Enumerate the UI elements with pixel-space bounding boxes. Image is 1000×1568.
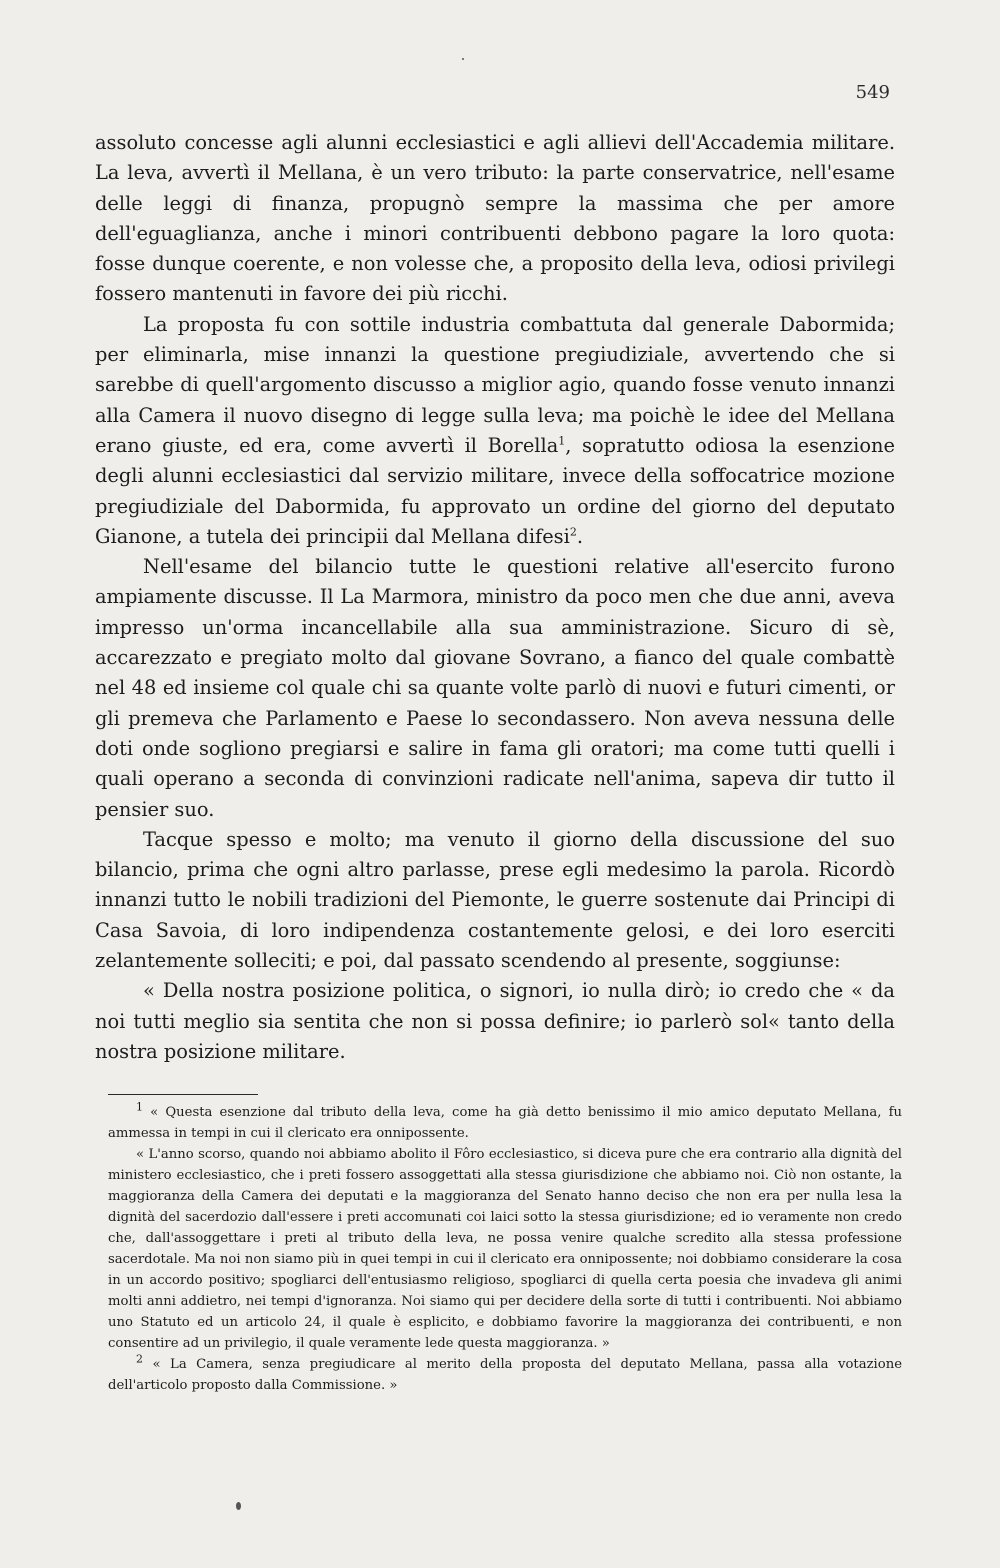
page-number: 549 bbox=[855, 82, 890, 103]
paragraph-3: Nell'esame del bilancio tutte le questioni relative all'esercito furono ampiamente discusse. Il La Marmora, ministro da poco men che due anni, aveva impresso un'orma incancellabile alla sua amministrazione. Sicuro di sè, accarezzato e pregiato molto dal giovane Sovrano, a fianco del quale combattè nel 48 ed insieme col quale chi sa quante volte parlò di nuovi e futuri cimenti, or gli premeva che Parlamento e Paese lo secondassero. Non aveva nessuna delle doti onde sogliono pregiarsi e salire in fama gli oratori; ma come tutti quelli i quali operano a seconda di convinzioni radicate nell'anima, sapeva dir tutto il pensier suo. bbox=[95, 555, 895, 821]
footnote-2-marker: 2 bbox=[136, 1352, 143, 1366]
footnotes bbox=[108, 1102, 902, 1396]
paragraph-1: assoluto concesse agli alunni ecclesiastici e agli allievi dell'Accademia militare. La leva, avvertì il Mellana, è un vero tributo: la parte conservatrice, nell'esame delle leggi di finanza, propugnò sempre la massima che per amore dell'eguaglianza, anche i minori contribuenti debbono pagare la loro quota: fosse dunque coerente, e non volesse che, a proposito della leva, odiosi privilegi fossero mantenuti in favore dei più ricchi. bbox=[95, 131, 895, 306]
footnote-2-text: « La Camera, senza pregiudicare al merito della proposta del deputato Mellana, passa alla votazione dell'articolo proposto dalla Commissione. » bbox=[108, 1357, 902, 1393]
footnote-1-text: « Questa esenzione dal tributo della leva, come ha già detto benissimo il mio amico deputato Mellana, fu ammessa in tempi in cui il clericato era onnipossente. bbox=[108, 1105, 902, 1141]
paragraph-2-part-2: , sopratutto odiosa la esenzione degli alunni ecclesiastici dal servizio militare, invece della soffocatrice mozione pregiudiziale del Dabormida, fu approvato un ordine del giorno del deputato Gianone, a tutela dei principii dal Mellana difesi bbox=[95, 433, 895, 548]
footnote-ref-1: 1 bbox=[558, 434, 566, 448]
footnote-1-marker: 1 bbox=[136, 1100, 143, 1114]
paragraph-2 bbox=[95, 310, 895, 552]
paper-speck bbox=[462, 58, 464, 60]
footnote-1 bbox=[108, 1102, 902, 1144]
footnote-ref-2: 2 bbox=[569, 525, 577, 539]
footnote-1-continuation: « L'anno scorso, quando noi abbiamo abolito il Fôro ecclesiastico, si diceva pure che era contrario alla dignità del ministero ecclesiastico, che i preti fossero assoggettati alla stessa giurisdizione che abbiamo noi. Ciò non ostante, la maggioranza della Camera dei deputati e la maggioranza del Senato hanno deciso che non era per nulla lesa la dignità del sacerdozio dall'essere i preti accomunati coi laici sotto la stessa giurisdizione; ed io veramente non credo che, dall'assoggettare i preti al tributo della leva, ne possa venire qualche scredito alla stessa professione sacerdotale. Ma noi non siamo più in quei tempi in cui il clericato era onnipossente; noi dobbiamo considerare la cosa in un accordo positivo; spogliarci dell'entusiasmo religioso, spogliarci di quella certa poesia che invadeva gli animi molti anni addietro, nei tempi d'ignoranza. Noi siamo qui per decidere della sorte di tutti i contribuenti. Noi abbiamo uno Statuto ed un articolo 24, il quale è esplicito, e dobbiamo favorire la maggioranza dei contribuenti, e non consentire ad un privilegio, il quale veramente lede questa maggioranza. » bbox=[108, 1147, 902, 1351]
paper-speck bbox=[236, 1502, 241, 1510]
footnote-2 bbox=[108, 1354, 902, 1396]
footnote-divider bbox=[108, 1094, 258, 1095]
paragraph-4: Tacque spesso e molto; ma venuto il giorno della discussione del suo bilancio, prima che ogni altro parlasse, prese egli medesimo la parola. Ricordò innanzi tutto le nobili tradizioni del Piemonte, le guerre sostenute dai Principi di Casa Savoia, di loro indipendenza costantemente gelosi, e dei loro eserciti zelantemente solleciti; e poi, dal passato scendendo al presente, soggiunse: bbox=[95, 827, 895, 973]
paragraph-2-part-1: La proposta fu con sottile industria combattuta dal generale Dabormida; per eliminarla, mise innanzi la questione pregiudiziale, avvertendo che si sarebbe di quell'argomento discusso a miglior agio, quando fosse venuto innanzi alla Camera il nuovo disegno di legge sulla leva; ma poichè le idee del Mellana erano giuste, ed era, come avvertì il Borella bbox=[95, 312, 895, 457]
main-text bbox=[95, 128, 895, 1067]
paragraph-2-end: . bbox=[576, 524, 584, 548]
quotation-paragraph: « Della nostra posizione politica, o signori, io nulla dirò; io credo che « da noi tutti meglio sia sentita che non si possa definire; io parlerò sol« tanto della nostra posizione militare. bbox=[95, 979, 895, 1063]
